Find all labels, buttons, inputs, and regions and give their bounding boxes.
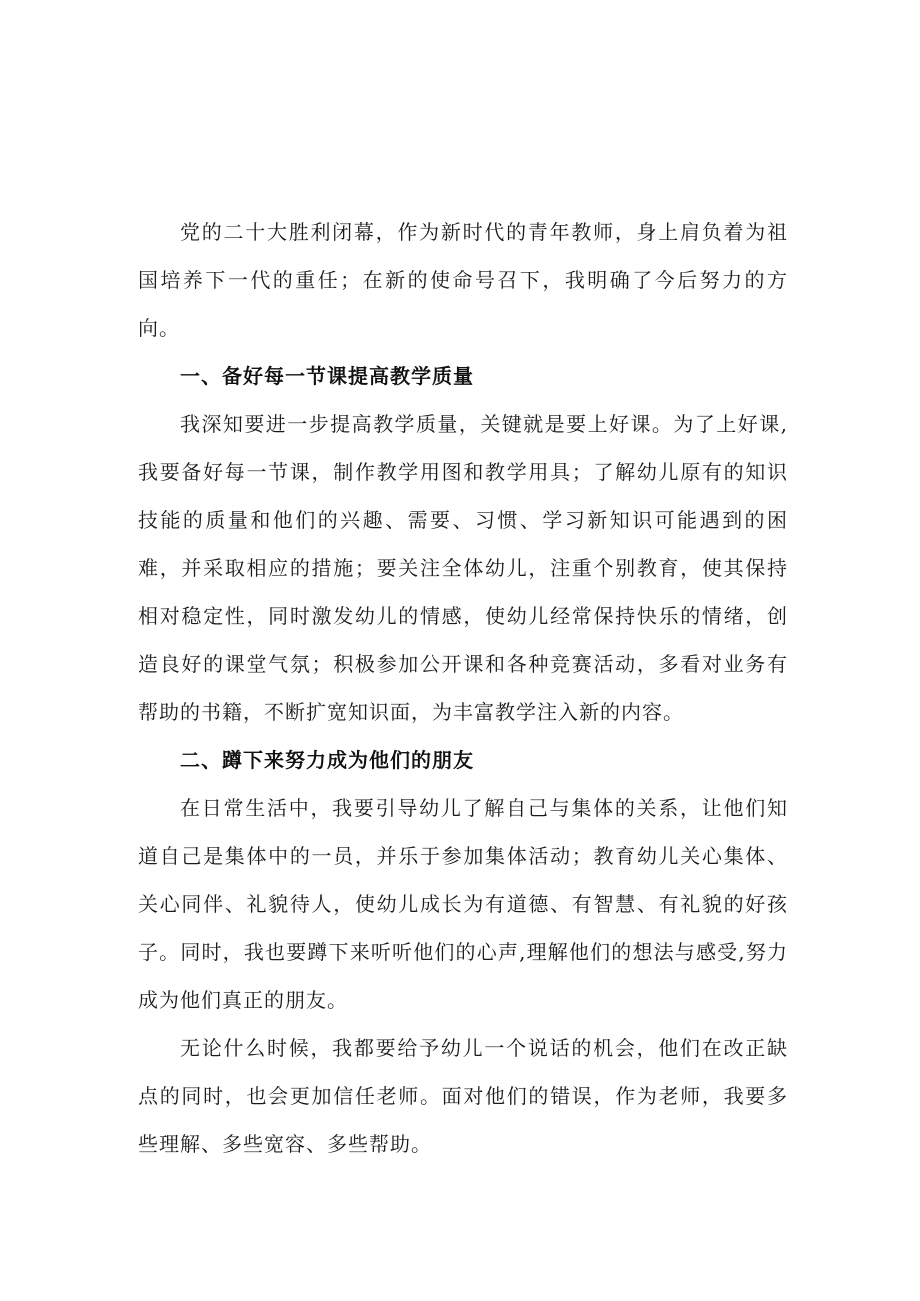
section-1-paragraph: 我深知要进一步提高教学质量，关键就是要上好课。为了上好课,我要备好每一节课，制作教学用图和教学用具；了解幼儿原有的知识技能的质量和他们的兴趣、需要、习惯、学习新知识可能遇到的困难，并采取相应的措施；要关注全体幼儿，注重个别教育，使其保持相对稳定性，同时激发幼儿的情感，使幼儿经常保持快乐的情绪，创造良好的课堂气氛；积极参加公开课和各种竞赛活动，多看对业务有帮助的书籍，不断扩宽知识面，为丰富教学注入新的内容。 xyxy=(138,412,788,724)
section-heading-1: 一、备好每一节课提高教学质量 xyxy=(180,364,474,388)
intro-paragraph: 党的二十大胜利闭幕，作为新时代的青年教师，身上肩负着为祖国培养下一代的重任；在新的使命号召下，我明确了今后努力的方向。 xyxy=(138,220,788,340)
section-2-paragraph: 在日常生活中，我要引导幼儿了解自己与集体的关系，让他们知道自己是集体中的一员，并乐于参加集体活动；教育幼儿关心集体、关心同伴、礼貌待人，使幼儿成长为有道德、有智慧、有礼貌的好孩子。同时，我也要蹲下来听听他们的心声,理解他们的想法与感受,努力成为他们真正的朋友。 xyxy=(138,796,788,1012)
closing-paragraph: 无论什么时候，我都要给予幼儿一个说话的机会，他们在改正缺点的同时，也会更加信任老师。面对他们的错误，作为老师，我要多些理解、多些宽容、多些帮助。 xyxy=(138,1036,788,1156)
document-body xyxy=(138,208,788,1168)
section-heading-2: 二、蹲下来努力成为他们的朋友 xyxy=(180,748,474,772)
